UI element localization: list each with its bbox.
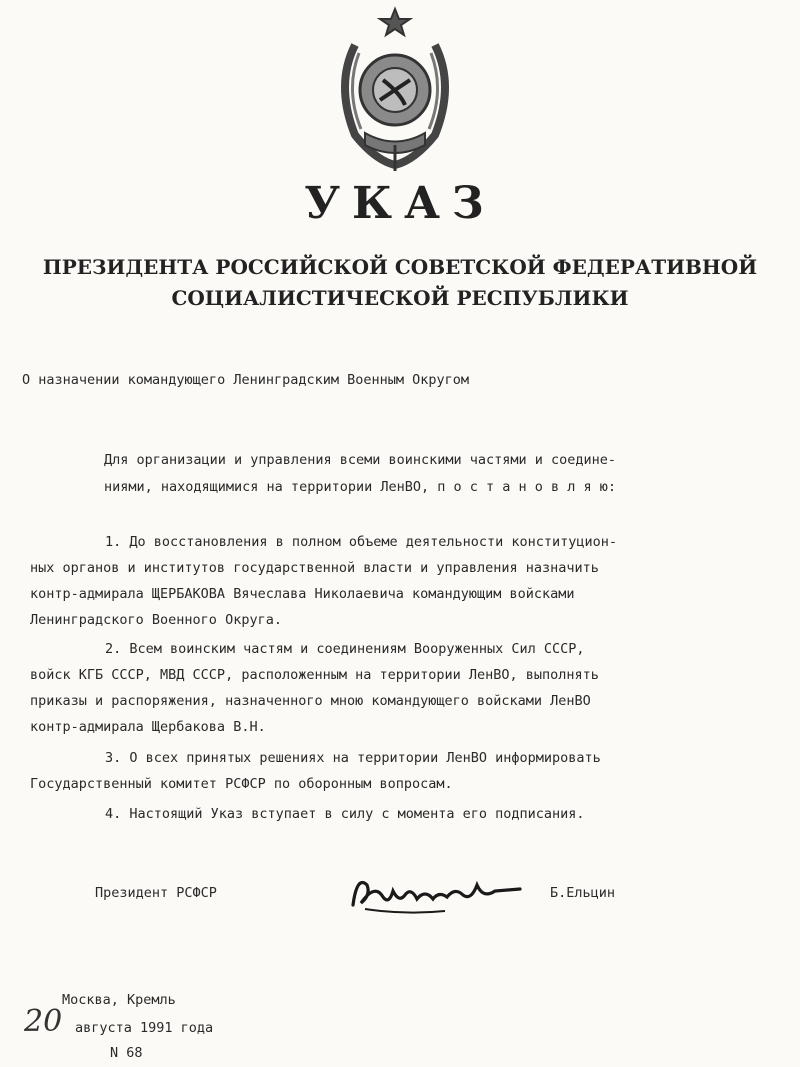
preamble-line: ниями, находящимися на территории ЛенВО, п о с т а н о в л я ю: <box>104 479 617 495</box>
handwritten-signature <box>345 865 525 925</box>
footer-date: августа 1991 года <box>75 1020 214 1036</box>
item-2-line: приказы и распоряжения, назначенного мною командующего войсками ЛенВО <box>30 693 591 709</box>
item-2-line: войск КГБ СССР, МВД СССР, расположенным на территории ЛенВО, выполнять <box>30 667 599 683</box>
signoff-name: Б.Ельцин <box>550 885 616 901</box>
footer-day: 20 <box>24 1004 63 1039</box>
item-4-line: 4. Настоящий Указ вступает в силу с момента его подписания. <box>105 806 585 822</box>
item-3-line: Государственный комитет РСФСР по оборонным вопросам. <box>30 776 453 792</box>
item-3-line: 3. О всех принятых решениях на территории ЛенВО информировать <box>105 750 601 766</box>
item-2-line: контр-адмирала Щербакова В.Н. <box>30 719 266 735</box>
document-title: УКАЗ <box>304 178 496 229</box>
footer-number: N 68 <box>110 1045 143 1061</box>
footer-place: Москва, Кремль <box>62 992 176 1008</box>
item-1-line: контр-адмирала ЩЕРБАКОВА Вячеслава Николаевича командующим войсками <box>30 586 575 602</box>
item-1-line: 1. До восстановления в полном объеме деятельности конституцион- <box>105 534 618 550</box>
preamble-line: Для организации и управления всеми воинскими частями и соедине- <box>104 452 617 468</box>
item-1-line: ных органов и институтов государственной власти и управления назначить <box>30 560 599 576</box>
item-2-line: 2. Всем воинским частям и соединениям Вооруженных Сил СССР, <box>105 641 585 657</box>
item-1-line: Ленинградского Военного Округа. <box>30 612 282 628</box>
signoff-position: Президент РСФСР <box>95 885 217 901</box>
state-emblem <box>325 5 465 175</box>
document-subtitle-line1: ПРЕЗИДЕНТА РОССИЙСКОЙ СОВЕТСКОЙ ФЕДЕРАТИВНОЙ <box>42 255 758 279</box>
decree-subject: О назначении командующего Ленинградским Военным Округом <box>22 372 470 388</box>
document-subtitle-line2: СОЦИАЛИСТИЧЕСКОЙ РЕСПУБЛИКИ <box>171 286 629 310</box>
